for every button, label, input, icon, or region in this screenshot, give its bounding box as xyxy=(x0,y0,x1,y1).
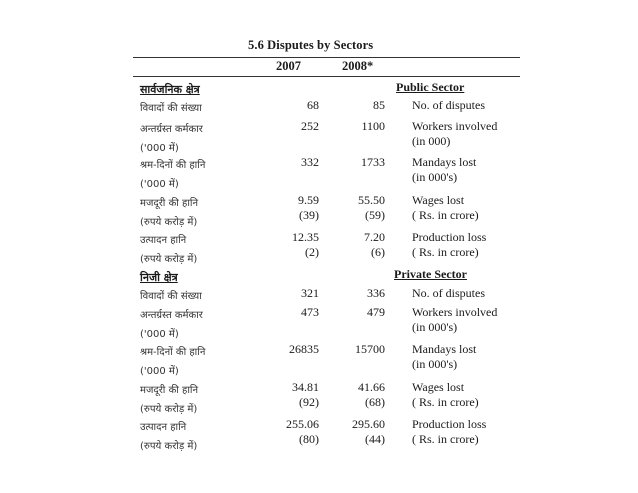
value-2007: 34.81 xyxy=(292,380,319,394)
row-label-hi: अन्तर्ग्रस्त कर्मकार xyxy=(140,124,203,135)
value-2007-sub: (2) xyxy=(305,245,319,259)
col-header-2008: 2008* xyxy=(342,59,374,73)
row-unit-en: (in 000's) xyxy=(412,320,458,334)
value-2007-sub: (92) xyxy=(299,395,319,409)
row-label-en: Workers involved xyxy=(412,305,498,319)
value-2007: 9.59 xyxy=(298,193,319,207)
value-2008: 15700 xyxy=(355,342,385,356)
row-unit-hi: (रुपये करोड़ में) xyxy=(140,217,198,228)
row-label-en: Production loss xyxy=(412,417,487,431)
value-2007: 321 xyxy=(301,286,319,300)
row-unit-hi: (रुपये करोड़ में) xyxy=(140,404,198,415)
value-2008: 55.50 xyxy=(358,193,385,207)
value-2008: 41.66 xyxy=(358,380,385,394)
value-2007: 332 xyxy=(301,155,319,169)
value-2008-sub: (68) xyxy=(365,395,385,409)
value-2008: 336 xyxy=(367,286,385,300)
value-2008-sub: (44) xyxy=(365,432,385,446)
value-2007-sub: (80) xyxy=(299,432,319,446)
value-2007-sub: (39) xyxy=(299,208,319,222)
row-label-en: No. of disputes xyxy=(412,98,485,112)
table-title: 5.6 Disputes by Sectors xyxy=(248,38,374,52)
value-2007: 252 xyxy=(301,119,319,133)
row-unit-en: (in 000's) xyxy=(412,357,458,371)
row-unit-en: ( Rs. in crore) xyxy=(412,208,479,222)
value-2008-sub: (59) xyxy=(365,208,385,222)
row-label-hi: श्रम-दिनों की हानि xyxy=(140,347,206,358)
value-2007: 473 xyxy=(301,305,319,319)
row-unit-hi: (रुपये करोड़ में) xyxy=(140,441,198,452)
row-unit-hi: ('000 में) xyxy=(140,179,179,190)
row-unit-en: ( Rs. in crore) xyxy=(412,395,479,409)
row-unit-hi: ('000 में) xyxy=(140,366,179,377)
row-label-en: Mandays lost xyxy=(412,342,477,356)
row-label-en: Wages lost xyxy=(412,380,465,394)
row-label-en: Mandays lost xyxy=(412,155,477,169)
row-label-en: Production loss xyxy=(412,230,487,244)
value-2008: 295.60 xyxy=(352,417,385,431)
private-heading-hi: निजी क्षेत्र xyxy=(140,271,178,284)
col-header-2007: 2007 xyxy=(276,59,301,73)
row-label-hi: श्रम-दिनों की हानि xyxy=(140,160,206,171)
private-heading-en: Private Sector xyxy=(394,267,467,281)
value-2007: 255.06 xyxy=(286,417,319,431)
value-2008: 1733 xyxy=(361,155,385,169)
row-unit-hi: ('000 में) xyxy=(140,329,179,340)
row-label-hi: उत्पादन हानि xyxy=(140,235,187,246)
value-2007: 26835 xyxy=(289,342,319,356)
value-2007: 68 xyxy=(307,98,319,112)
row-unit-en: ( Rs. in crore) xyxy=(412,432,479,446)
public-heading-en: Public Sector xyxy=(396,80,465,94)
value-2008-sub: (6) xyxy=(371,245,385,259)
row-label-hi: विवादों की संख्या xyxy=(140,103,202,114)
public-heading-hi: सार्वजनिक क्षेत्र xyxy=(140,83,200,96)
value-2008: 85 xyxy=(373,98,385,112)
value-2008: 1100 xyxy=(361,119,385,133)
row-unit-en: (in 000) xyxy=(412,134,451,148)
value-2007: 12.35 xyxy=(292,230,319,244)
row-unit-hi: ('000 में) xyxy=(140,143,179,154)
row-label-hi: मजदूरी की हानि xyxy=(140,198,199,209)
row-label-hi: मजदूरी की हानि xyxy=(140,385,199,396)
row-unit-en: (in 000's) xyxy=(412,170,458,184)
value-2008: 479 xyxy=(367,305,385,319)
value-2008: 7.20 xyxy=(364,230,385,244)
row-label-hi: विवादों की संख्या xyxy=(140,291,202,302)
row-unit-en: ( Rs. in crore) xyxy=(412,245,479,259)
row-label-hi: उत्पादन हानि xyxy=(140,422,187,433)
row-label-en: No. of disputes xyxy=(412,286,485,300)
row-label-en: Workers involved xyxy=(412,119,498,133)
row-label-en: Wages lost xyxy=(412,193,465,207)
row-label-hi: अन्तर्ग्रस्त कर्मकार xyxy=(140,310,203,321)
row-unit-hi: (रुपये करोड़ में) xyxy=(140,254,198,265)
